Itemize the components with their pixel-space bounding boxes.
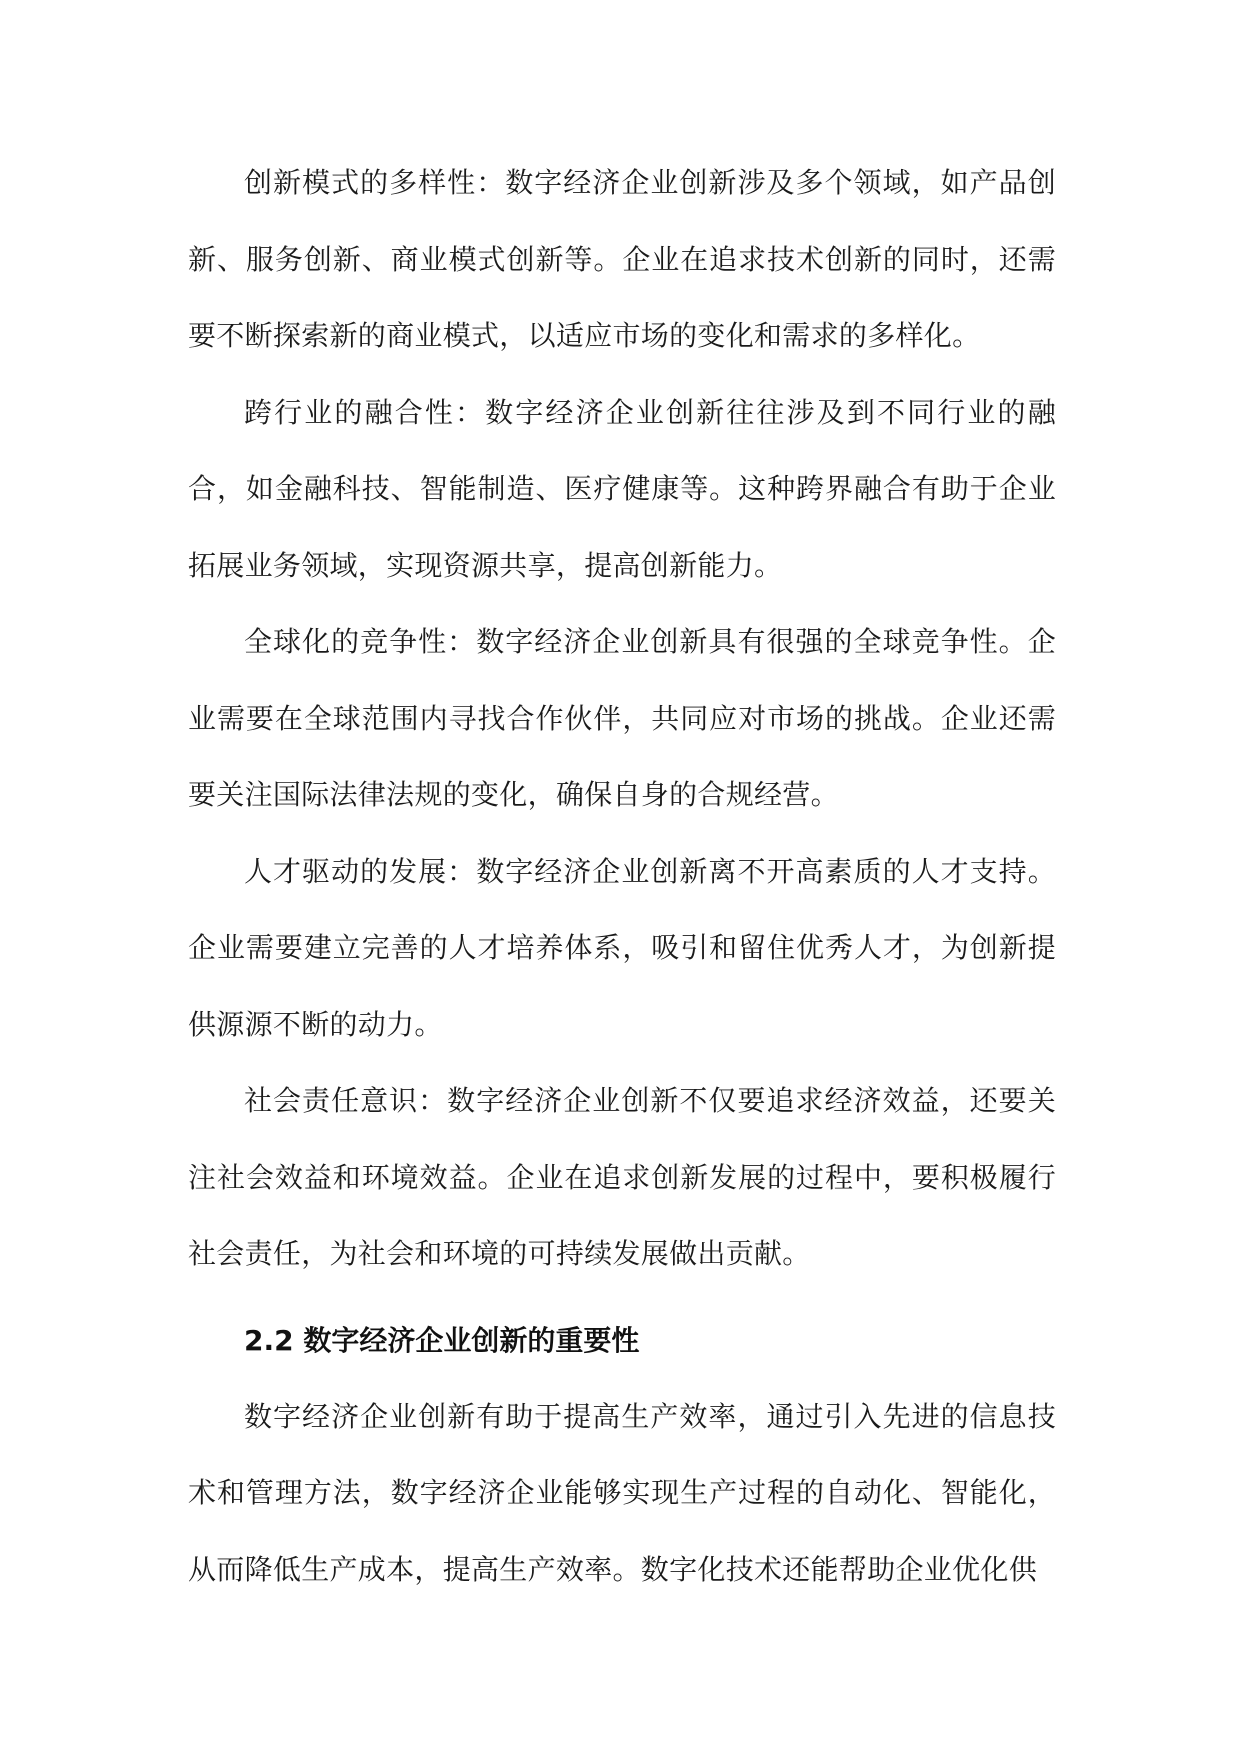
- paragraph-cross-industry: 跨行业的融合性：数字经济企业创新往往涉及到不同行业的融合，如金融科技、智能制造、医疗健康等。这种跨界融合有助于企业拓展业务领域，实现资源共享，提高创新能力。: [188, 395, 1056, 582]
- paragraph-social-responsibility: 社会责任意识：数字经济企业创新不仅要追求经济效益，还要关注社会效益和环境效益。企业在追求创新发展的过程中，要积极履行社会责任，为社会和环境的可持续发展做出贡献。: [188, 1084, 1056, 1270]
- section-body-paragraph: 数字经济企业创新有助于提高生产效率，通过引入先进的信息技术和管理方法，数字经济企业能够实现生产过程的自动化、智能化，从而降低生产成本，提高生产效率。数字化技术还能帮助企业优化供: [188, 1399, 1056, 1586]
- paragraph-global-competition: 全球化的竞争性：数字经济企业创新具有很强的全球竞争性。企业需要在全球范围内寻找合作伙伴，共同应对市场的挑战。企业还需要关注国际法律法规的变化，确保自身的合规经营。: [188, 625, 1056, 811]
- section-heading: 2.2 数字经济企业创新的重要性: [244, 1323, 640, 1357]
- document-body: [188, 145, 1056, 1608]
- paragraph-talent-driven: 人才驱动的发展：数字经济企业创新离不开高素质的人才支持。企业需要建立完善的人才培养体系，吸引和留住优秀人才，为创新提供源源不断的动力。: [188, 854, 1056, 1041]
- paragraph-innovation-diversity: 创新模式的多样性：数字经济企业创新涉及多个领域，如产品创新、服务创新、商业模式创新等。企业在追求技术创新的同时，还需要不断探索新的商业模式，以适应市场的变化和需求的多样化。: [188, 166, 1056, 352]
